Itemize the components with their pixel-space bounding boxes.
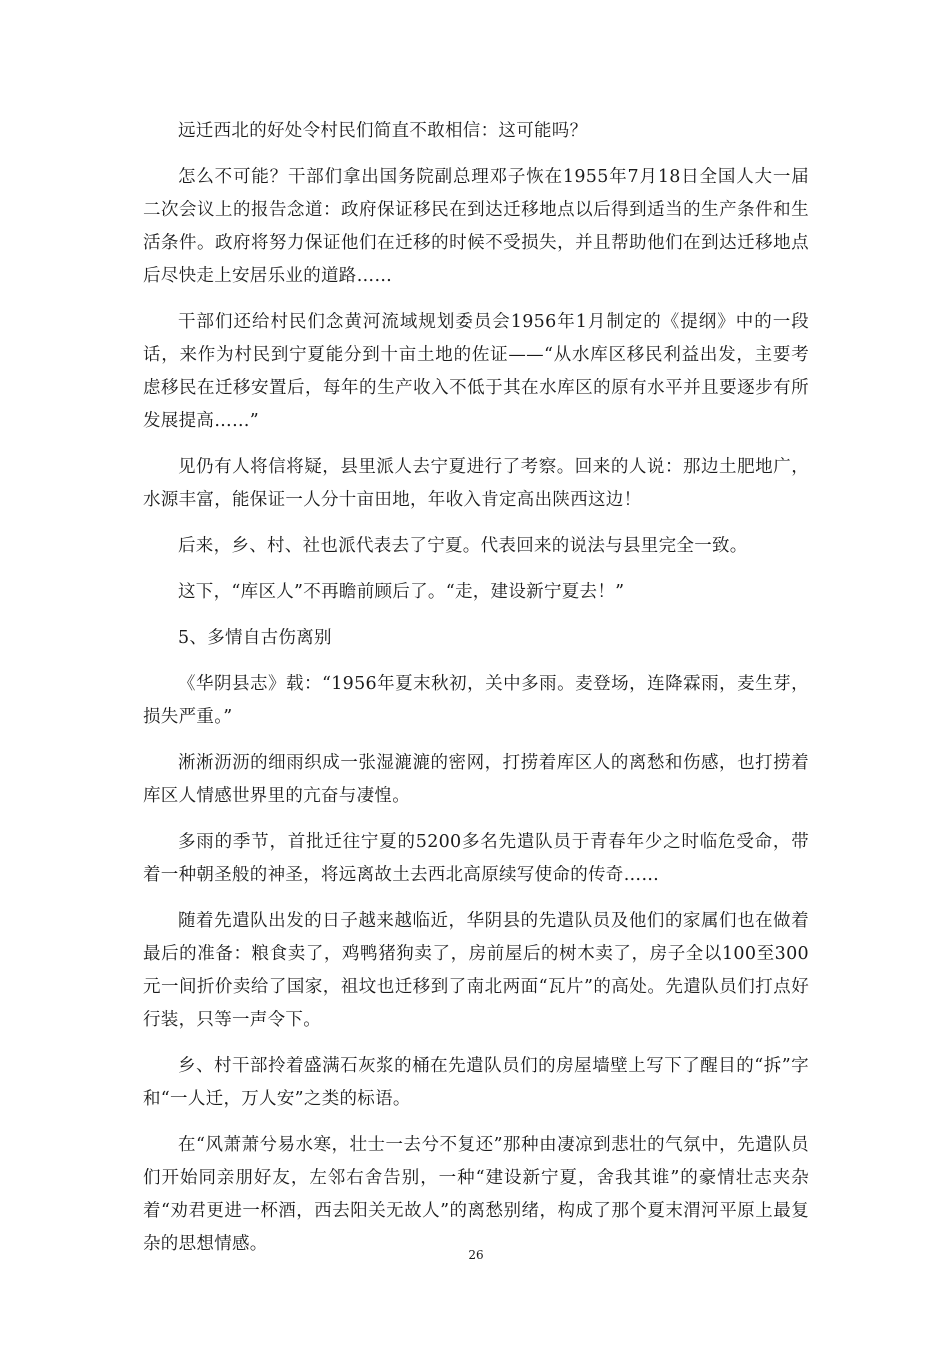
paragraph: 怎么不可能？干部们拿出国务院副总理邓子恢在1955年7月18日全国人大一届二次会议上的报告念道：政府保证移民在到达迁移地点以后得到适当的生产条件和生活条件。政府将努力保证他们在迁移的时候不受损失，并且帮助他们在到达迁移地点后尽快走上安居乐业的道路…… [143, 167, 809, 286]
paragraph: 见仍有人将信将疑，县里派人去宁夏进行了考察。回来的人说：那边土肥地广，水源丰富，能保证一人分十亩田地，年收入肯定高出陕西这边！ [143, 457, 809, 510]
paragraph: 《华阴县志》载：“1956年夏末秋初，关中多雨。麦登场，连降霖雨，麦生芽，损失严重。” [143, 674, 809, 727]
paragraph: 淅淅沥沥的细雨织成一张湿漉漉的密网，打捞着库区人的离愁和伤感，也打捞着库区人情感世界里的亢奋与凄惶。 [143, 753, 809, 806]
paragraph: 随着先遣队出发的日子越来越临近，华阴县的先遣队员及他们的家属们也在做着最后的准备：粮食卖了，鸡鸭猪狗卖了，房前屋后的树木卖了，房子全以100至300元一间折价卖给了国家，祖坟也迁移到了南北两面“瓦片”的高处。先遣队员们打点好行装，只等一声令下。 [143, 911, 809, 1030]
paragraph: 在“风萧萧兮易水寒，壮士一去兮不复还”那种由凄凉到悲壮的气氛中，先遣队员们开始同亲朋好友，左邻右舍告别，一种“建设新宁夏，舍我其谁”的豪情壮志夹杂着“劝君更进一杯酒，西去阳关无故人”的离愁别绪，构成了那个夏末渭河平原上最复杂的思想情感。 [143, 1135, 809, 1254]
paragraph: 后来，乡、村、社也派代表去了宁夏。代表回来的说法与县里完全一致。 [178, 536, 748, 556]
paragraph: 多雨的季节，首批迁往宁夏的5200多名先遣队员于青春年少之时临危受命，带着一种朝圣般的神圣，将远离故土去西北高原续写使命的传奇…… [143, 832, 809, 885]
paragraph: 乡、村干部拎着盛满石灰浆的桶在先遣队员们的房屋墙壁上写下了醒目的“拆”字和“一人迁，万人安”之类的标语。 [143, 1056, 809, 1109]
section-heading: 5、多情自古伤离别 [178, 628, 332, 648]
paragraph: 这下，“库区人”不再瞻前顾后了。“走，建设新宁夏去！” [178, 582, 625, 602]
paragraph: 远迁西北的好处令村民们简直不敢相信：这可能吗？ [178, 121, 588, 141]
page-number: 26 [468, 1248, 484, 1262]
paragraph: 干部们还给村民们念黄河流域规划委员会1956年1月制定的《提纲》中的一段话，来作为村民到宁夏能分到十亩土地的佐证——“从水库区移民利益出发，主要考虑移民在迁移安置后，每年的生产收入不低于其在水库区的原有水平并且要逐步有所发展提高……” [143, 312, 809, 431]
body-text [143, 115, 809, 1274]
